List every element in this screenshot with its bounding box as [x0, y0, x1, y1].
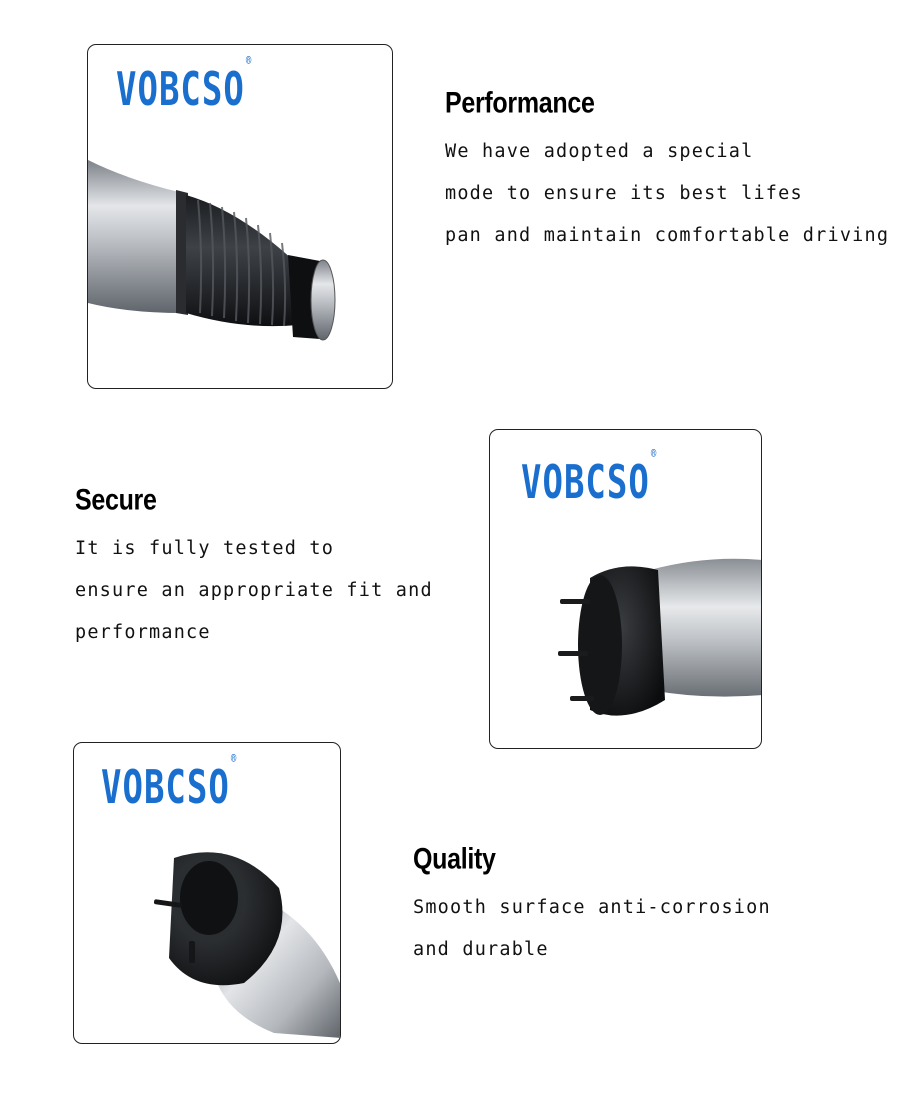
desc-line: ensure an appropriate fit and	[75, 580, 433, 601]
section-title-performance: Performance	[445, 86, 595, 120]
desc-line: Smooth surface anti-corrosion	[413, 897, 771, 918]
brand-logo	[101, 752, 238, 815]
section-title-quality: Quality	[413, 842, 496, 876]
registered-mark: ®	[230, 752, 238, 766]
product-image-card-1	[87, 44, 393, 389]
brand-logo-text: VOBCSO	[101, 760, 230, 815]
product-image-card-2	[489, 429, 762, 749]
brand-logo-text: VOBCSO	[521, 455, 650, 510]
product-image-card-3	[73, 742, 341, 1044]
registered-mark: ®	[245, 54, 253, 68]
section-title-secure: Secure	[75, 483, 157, 517]
section-desc-performance	[445, 131, 889, 257]
desc-line: pan and maintain comfortable driving	[445, 225, 890, 246]
brand-logo	[521, 447, 658, 510]
desc-line: mode to ensure its best lifes	[445, 183, 803, 204]
registered-mark: ®	[650, 447, 658, 461]
desc-line: We have adopted a special	[445, 141, 754, 162]
section-desc-secure	[75, 528, 433, 654]
brand-logo	[116, 54, 253, 117]
desc-line: performance	[75, 622, 211, 643]
brand-logo-text: VOBCSO	[116, 62, 245, 117]
desc-line: and durable	[413, 939, 549, 960]
section-desc-quality	[413, 887, 771, 971]
desc-line: It is fully tested to	[75, 538, 335, 559]
